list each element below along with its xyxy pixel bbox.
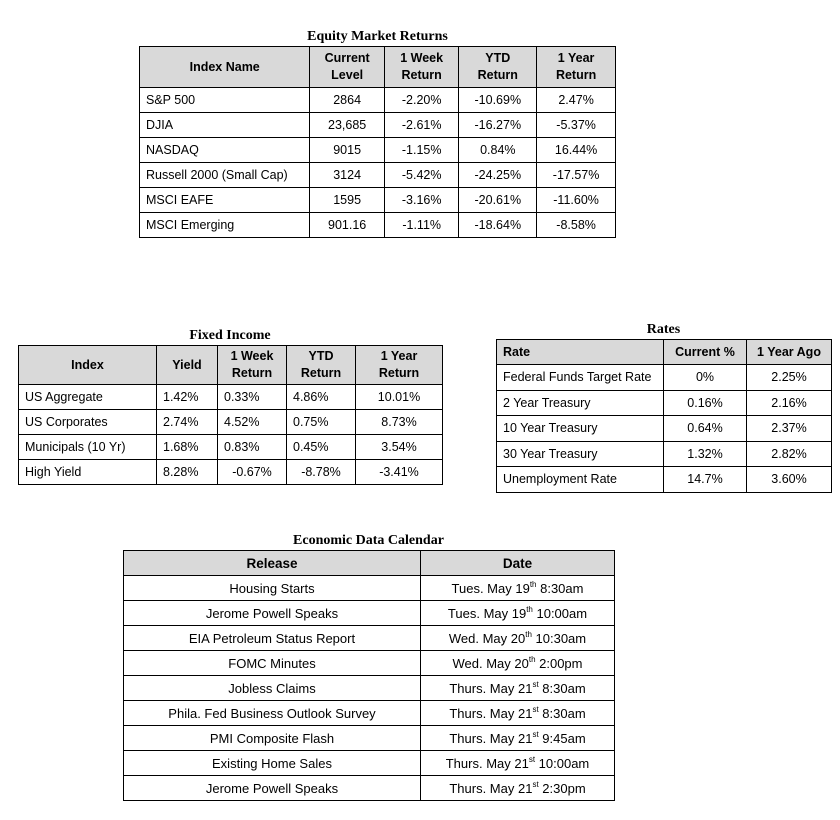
year-ago-cell: 2.25% bbox=[747, 365, 832, 391]
table-row bbox=[19, 410, 443, 435]
table-row bbox=[124, 651, 615, 676]
current-level-cell: 9015 bbox=[310, 138, 385, 163]
table-row bbox=[497, 441, 832, 467]
calendar-table bbox=[123, 550, 615, 801]
date-cell bbox=[421, 751, 615, 776]
date-cell bbox=[421, 776, 615, 801]
column-header: Current % bbox=[664, 340, 747, 365]
current-level-cell: 1595 bbox=[310, 188, 385, 213]
date-suffix: st bbox=[528, 754, 536, 764]
rates-section bbox=[496, 322, 831, 493]
index-name-cell: MSCI Emerging bbox=[140, 213, 310, 238]
column-header: Release bbox=[124, 551, 421, 576]
column-header: YTD Return bbox=[287, 346, 356, 385]
column-header: Yield bbox=[157, 346, 218, 385]
release-cell: Existing Home Sales bbox=[124, 751, 421, 776]
table-row bbox=[19, 385, 443, 410]
equity-title: Equity Market Returns bbox=[307, 29, 448, 44]
release-cell: Jerome Powell Speaks bbox=[124, 776, 421, 801]
current-cell: 0.16% bbox=[664, 390, 747, 416]
rate-name-cell: 30 Year Treasury bbox=[497, 441, 664, 467]
week-return-cell: -3.16% bbox=[384, 188, 459, 213]
table-row bbox=[140, 88, 616, 113]
ytd-return-cell: -8.78% bbox=[287, 460, 356, 485]
economic-calendar-section bbox=[123, 533, 614, 801]
date-cell bbox=[421, 576, 615, 601]
current-level-cell: 3124 bbox=[310, 163, 385, 188]
week-return-cell: -2.61% bbox=[384, 113, 459, 138]
date-text: Thurs. May 21 bbox=[449, 680, 533, 696]
table-row bbox=[19, 435, 443, 460]
index-cell: US Corporates bbox=[19, 410, 157, 435]
table-row bbox=[19, 460, 443, 485]
table-row bbox=[124, 676, 615, 701]
time-text: 8:30am bbox=[538, 680, 586, 696]
current-level-cell: 901.16 bbox=[310, 213, 385, 238]
equity-table bbox=[139, 46, 616, 238]
ytd-return-cell: -20.61% bbox=[459, 188, 537, 213]
date-suffix: th bbox=[528, 654, 536, 664]
date-cell bbox=[421, 676, 615, 701]
current-cell: 0.64% bbox=[664, 416, 747, 442]
date-cell bbox=[421, 701, 615, 726]
index-name-cell: S&P 500 bbox=[140, 88, 310, 113]
time-text: 10:00am bbox=[532, 605, 588, 621]
table-row bbox=[497, 365, 832, 391]
fixed-income-title: Fixed Income bbox=[189, 328, 271, 343]
release-cell: EIA Petroleum Status Report bbox=[124, 626, 421, 651]
time-text: 2:00pm bbox=[535, 655, 583, 671]
release-cell: FOMC Minutes bbox=[124, 651, 421, 676]
index-name-cell: DJIA bbox=[140, 113, 310, 138]
ytd-return-cell: 0.84% bbox=[459, 138, 537, 163]
release-cell: Housing Starts bbox=[124, 576, 421, 601]
yield-cell: 1.42% bbox=[157, 385, 218, 410]
equity-market-returns-section bbox=[139, 29, 616, 238]
table-row bbox=[497, 416, 832, 442]
table-row bbox=[140, 138, 616, 163]
year-return-cell: -5.37% bbox=[537, 113, 616, 138]
week-return-cell: -1.15% bbox=[384, 138, 459, 163]
time-text: 2:30pm bbox=[538, 780, 586, 796]
column-header: YTD Return bbox=[459, 47, 537, 88]
column-header: Index Name bbox=[140, 47, 310, 88]
year-return-cell: -17.57% bbox=[537, 163, 616, 188]
date-suffix: st bbox=[532, 779, 539, 789]
index-name-cell: MSCI EAFE bbox=[140, 188, 310, 213]
index-cell: High Yield bbox=[19, 460, 157, 485]
column-header: 1 Week Return bbox=[384, 47, 459, 88]
time-text: 8:30am bbox=[538, 705, 586, 721]
index-cell: Municipals (10 Yr) bbox=[19, 435, 157, 460]
ytd-return-cell: -24.25% bbox=[459, 163, 537, 188]
column-header: 1 Year Return bbox=[537, 47, 616, 88]
year-ago-cell: 2.37% bbox=[747, 416, 832, 442]
table-row bbox=[124, 776, 615, 801]
year-ago-cell: 2.16% bbox=[747, 390, 832, 416]
ytd-return-cell: 0.75% bbox=[287, 410, 356, 435]
table-row bbox=[497, 467, 832, 493]
ytd-return-cell: -16.27% bbox=[459, 113, 537, 138]
rates-title: Rates bbox=[646, 322, 681, 337]
year-return-cell: 2.47% bbox=[537, 88, 616, 113]
calendar-header-row bbox=[124, 551, 615, 576]
year-return-cell: -8.58% bbox=[537, 213, 616, 238]
table-row bbox=[124, 601, 615, 626]
release-cell: Phila. Fed Business Outlook Survey bbox=[124, 701, 421, 726]
year-ago-cell: 2.82% bbox=[747, 441, 832, 467]
yield-cell: 8.28% bbox=[157, 460, 218, 485]
date-text: Tues. May 19 bbox=[451, 580, 530, 596]
year-return-cell: 16.44% bbox=[537, 138, 616, 163]
table-row bbox=[124, 701, 615, 726]
date-cell bbox=[421, 726, 615, 751]
date-suffix: st bbox=[532, 729, 539, 739]
year-ago-cell: 3.60% bbox=[747, 467, 832, 493]
release-cell: PMI Composite Flash bbox=[124, 726, 421, 751]
date-suffix: th bbox=[526, 604, 533, 614]
index-name-cell: NASDAQ bbox=[140, 138, 310, 163]
date-suffix: st bbox=[532, 679, 539, 689]
table-row bbox=[140, 113, 616, 138]
rate-name-cell: 2 Year Treasury bbox=[497, 390, 664, 416]
release-cell: Jerome Powell Speaks bbox=[124, 601, 421, 626]
current-level-cell: 2864 bbox=[310, 88, 385, 113]
year-return-cell: 3.54% bbox=[356, 435, 443, 460]
rates-header-row bbox=[497, 340, 832, 365]
date-text: Thurs. May 21 bbox=[449, 780, 533, 796]
date-text: Thurs. May 21 bbox=[449, 705, 533, 721]
date-text: Wed. May 20 bbox=[452, 655, 529, 671]
index-name-cell: Russell 2000 (Small Cap) bbox=[140, 163, 310, 188]
current-cell: 0% bbox=[664, 365, 747, 391]
week-return-cell: -5.42% bbox=[384, 163, 459, 188]
rates-table bbox=[496, 339, 832, 493]
date-cell bbox=[421, 626, 615, 651]
fixed-income-section bbox=[18, 328, 442, 485]
table-row bbox=[124, 576, 615, 601]
year-return-cell: -3.41% bbox=[356, 460, 443, 485]
table-row bbox=[140, 188, 616, 213]
date-text: Thurs. May 21 bbox=[445, 755, 529, 771]
date-suffix: th bbox=[529, 579, 537, 589]
yield-cell: 2.74% bbox=[157, 410, 218, 435]
week-return-cell: -2.20% bbox=[384, 88, 459, 113]
index-cell: US Aggregate bbox=[19, 385, 157, 410]
date-cell bbox=[421, 651, 615, 676]
date-suffix: th bbox=[525, 629, 532, 639]
table-row bbox=[497, 390, 832, 416]
year-return-cell: 10.01% bbox=[356, 385, 443, 410]
column-header: Index bbox=[19, 346, 157, 385]
year-return-cell: 8.73% bbox=[356, 410, 443, 435]
ytd-return-cell: -18.64% bbox=[459, 213, 537, 238]
table-row bbox=[124, 726, 615, 751]
release-cell: Jobless Claims bbox=[124, 676, 421, 701]
time-text: 10:00am bbox=[535, 755, 590, 771]
date-text: Tues. May 19 bbox=[447, 605, 527, 621]
column-header: 1 Year Return bbox=[356, 346, 443, 385]
date-suffix: st bbox=[532, 704, 539, 714]
current-level-cell: 23,685 bbox=[310, 113, 385, 138]
rate-name-cell: Unemployment Rate bbox=[497, 467, 664, 493]
date-text: Wed. May 20 bbox=[448, 630, 526, 646]
current-cell: 1.32% bbox=[664, 441, 747, 467]
time-text: 8:30am bbox=[536, 580, 584, 596]
current-cell: 14.7% bbox=[664, 467, 747, 493]
rate-name-cell: 10 Year Treasury bbox=[497, 416, 664, 442]
time-text: 9:45am bbox=[538, 730, 586, 746]
week-return-cell: 0.83% bbox=[218, 435, 287, 460]
week-return-cell: -0.67% bbox=[218, 460, 287, 485]
fixed-income-table bbox=[18, 345, 443, 485]
week-return-cell: 4.52% bbox=[218, 410, 287, 435]
week-return-cell: 0.33% bbox=[218, 385, 287, 410]
week-return-cell: -1.11% bbox=[384, 213, 459, 238]
ytd-return-cell: 4.86% bbox=[287, 385, 356, 410]
ytd-return-cell: 0.45% bbox=[287, 435, 356, 460]
ytd-return-cell: -10.69% bbox=[459, 88, 537, 113]
table-row bbox=[124, 751, 615, 776]
column-header: 1 Week Return bbox=[218, 346, 287, 385]
date-cell bbox=[421, 601, 615, 626]
year-return-cell: -11.60% bbox=[537, 188, 616, 213]
yield-cell: 1.68% bbox=[157, 435, 218, 460]
fixed-income-header-row bbox=[19, 346, 443, 385]
table-row bbox=[124, 626, 615, 651]
date-text: Thurs. May 21 bbox=[449, 730, 533, 746]
column-header: Date bbox=[421, 551, 615, 576]
calendar-title: Economic Data Calendar bbox=[293, 533, 444, 548]
time-text: 10:30am bbox=[531, 630, 587, 646]
column-header: 1 Year Ago bbox=[747, 340, 832, 365]
table-row bbox=[140, 163, 616, 188]
table-row bbox=[140, 213, 616, 238]
column-header: Current Level bbox=[310, 47, 385, 88]
rate-name-cell: Federal Funds Target Rate bbox=[497, 365, 664, 391]
column-header: Rate bbox=[497, 340, 664, 365]
equity-header-row bbox=[140, 47, 616, 88]
